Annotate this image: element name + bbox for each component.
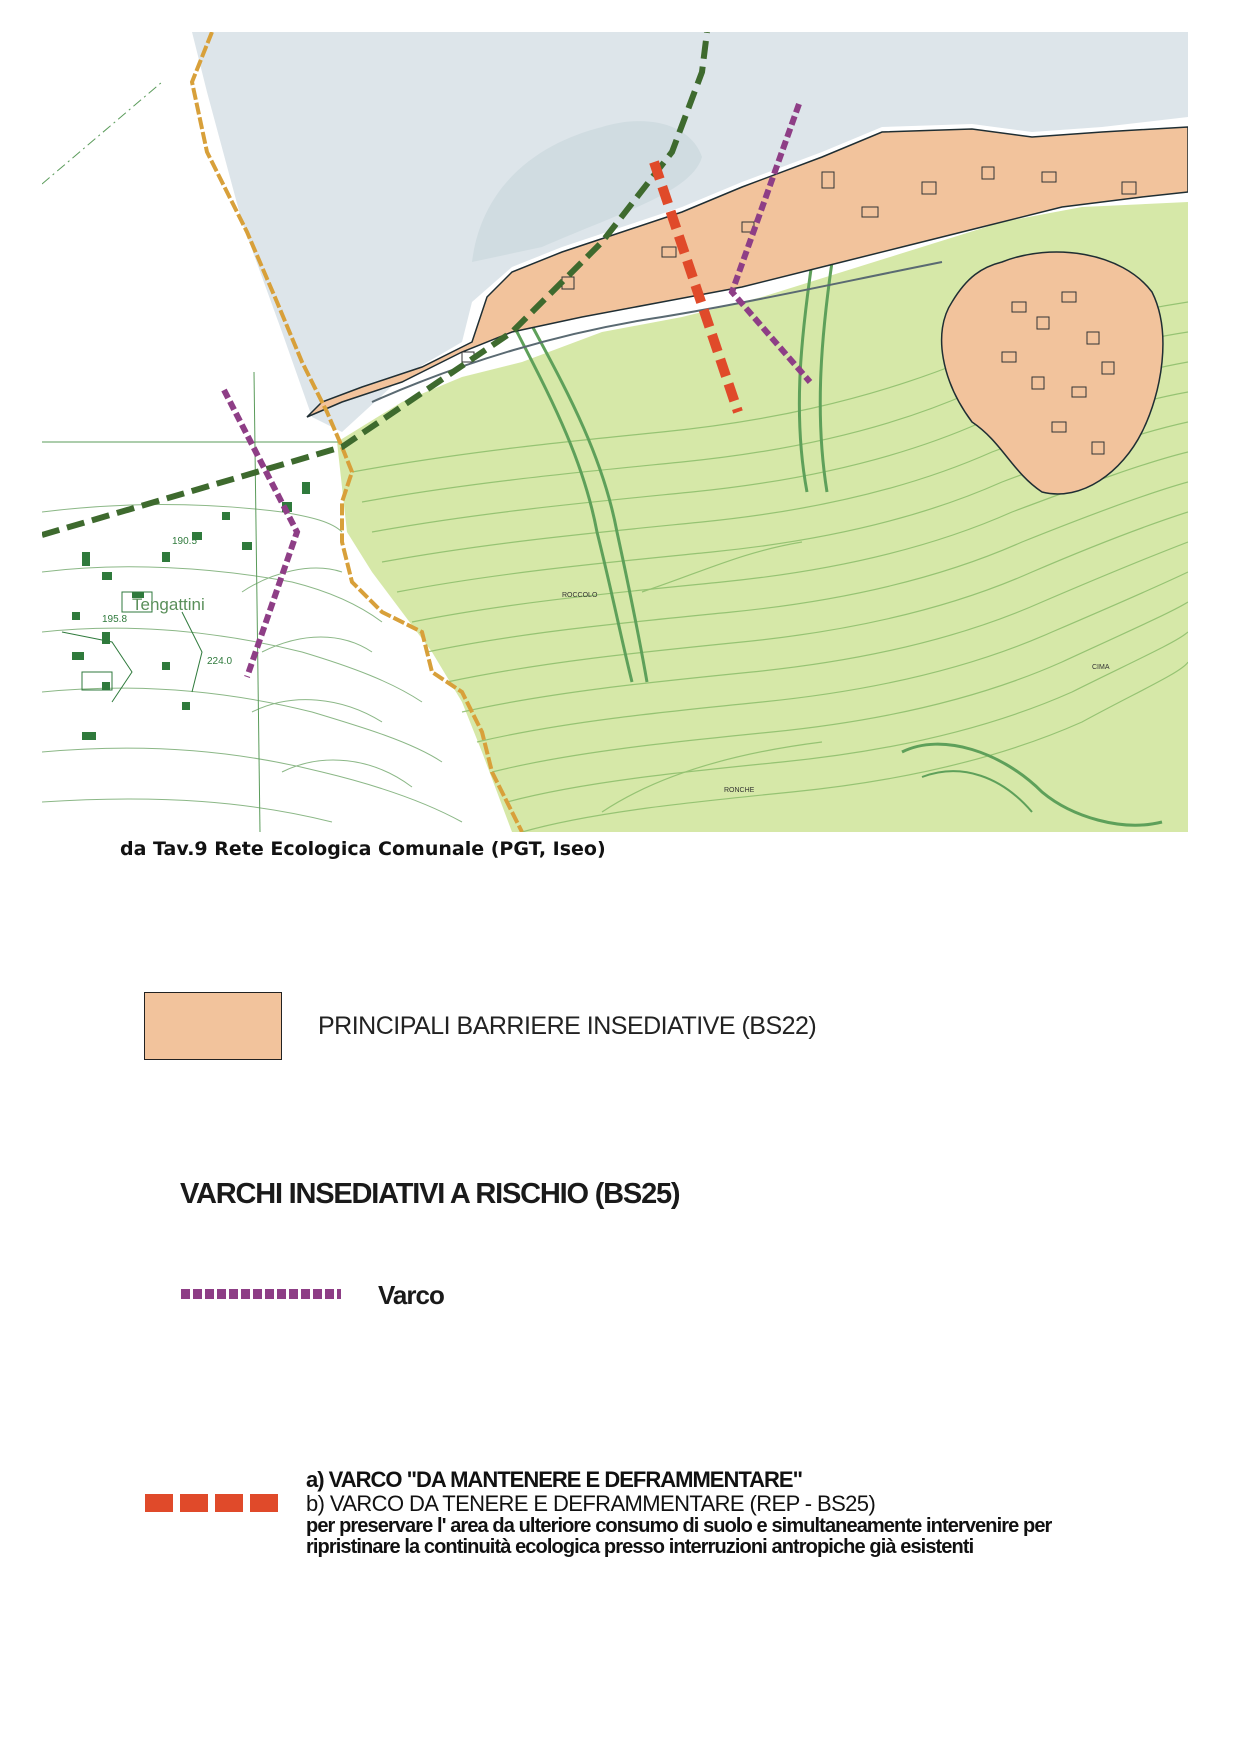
svg-text:190.5: 190.5 — [172, 536, 198, 547]
legend-def-a: a) VARCO "DA MANTENERE E DEFRAMMENTARE" — [306, 1467, 803, 1492]
map-place-label: Tengattini — [132, 595, 205, 614]
legend-red-varco-definitions — [306, 1468, 1136, 1558]
legend-red-varco-swatch — [145, 1494, 278, 1512]
svg-text:195.8: 195.8 — [102, 614, 128, 625]
svg-text:RONCHE: RONCHE — [724, 787, 755, 794]
svg-text:ROCCOLO: ROCCOLO — [562, 592, 598, 599]
svg-text:224.0: 224.0 — [207, 656, 233, 667]
legend-varchi-heading: VARCHI INSEDIATIVI A RISCHIO (BS25) — [180, 1178, 680, 1210]
map-image — [42, 32, 1188, 832]
legend-barrier-label: PRINCIPALI BARRIERE INSEDIATIVE (BS22) — [318, 1012, 817, 1040]
legend-barrier-swatch — [144, 992, 282, 1060]
legend-def-b: b) VARCO DA TENERE E DEFRAMMENTARE (REP - BS25) — [306, 1491, 876, 1516]
legend-varco-swatch — [181, 1289, 341, 1299]
legend-varco-label: Varco — [378, 1280, 444, 1310]
map-caption: da Tav.9 Rete Ecologica Comunale (PGT, Iseo) — [120, 838, 606, 860]
legend-def-c: per preservare l' area da ulteriore consumo di suolo e simultaneamente intervenire per ripristinare la continuità ecologica presso interruzioni antropiche già esistenti — [306, 1515, 1052, 1558]
svg-text:CIMA: CIMA — [1092, 664, 1110, 671]
